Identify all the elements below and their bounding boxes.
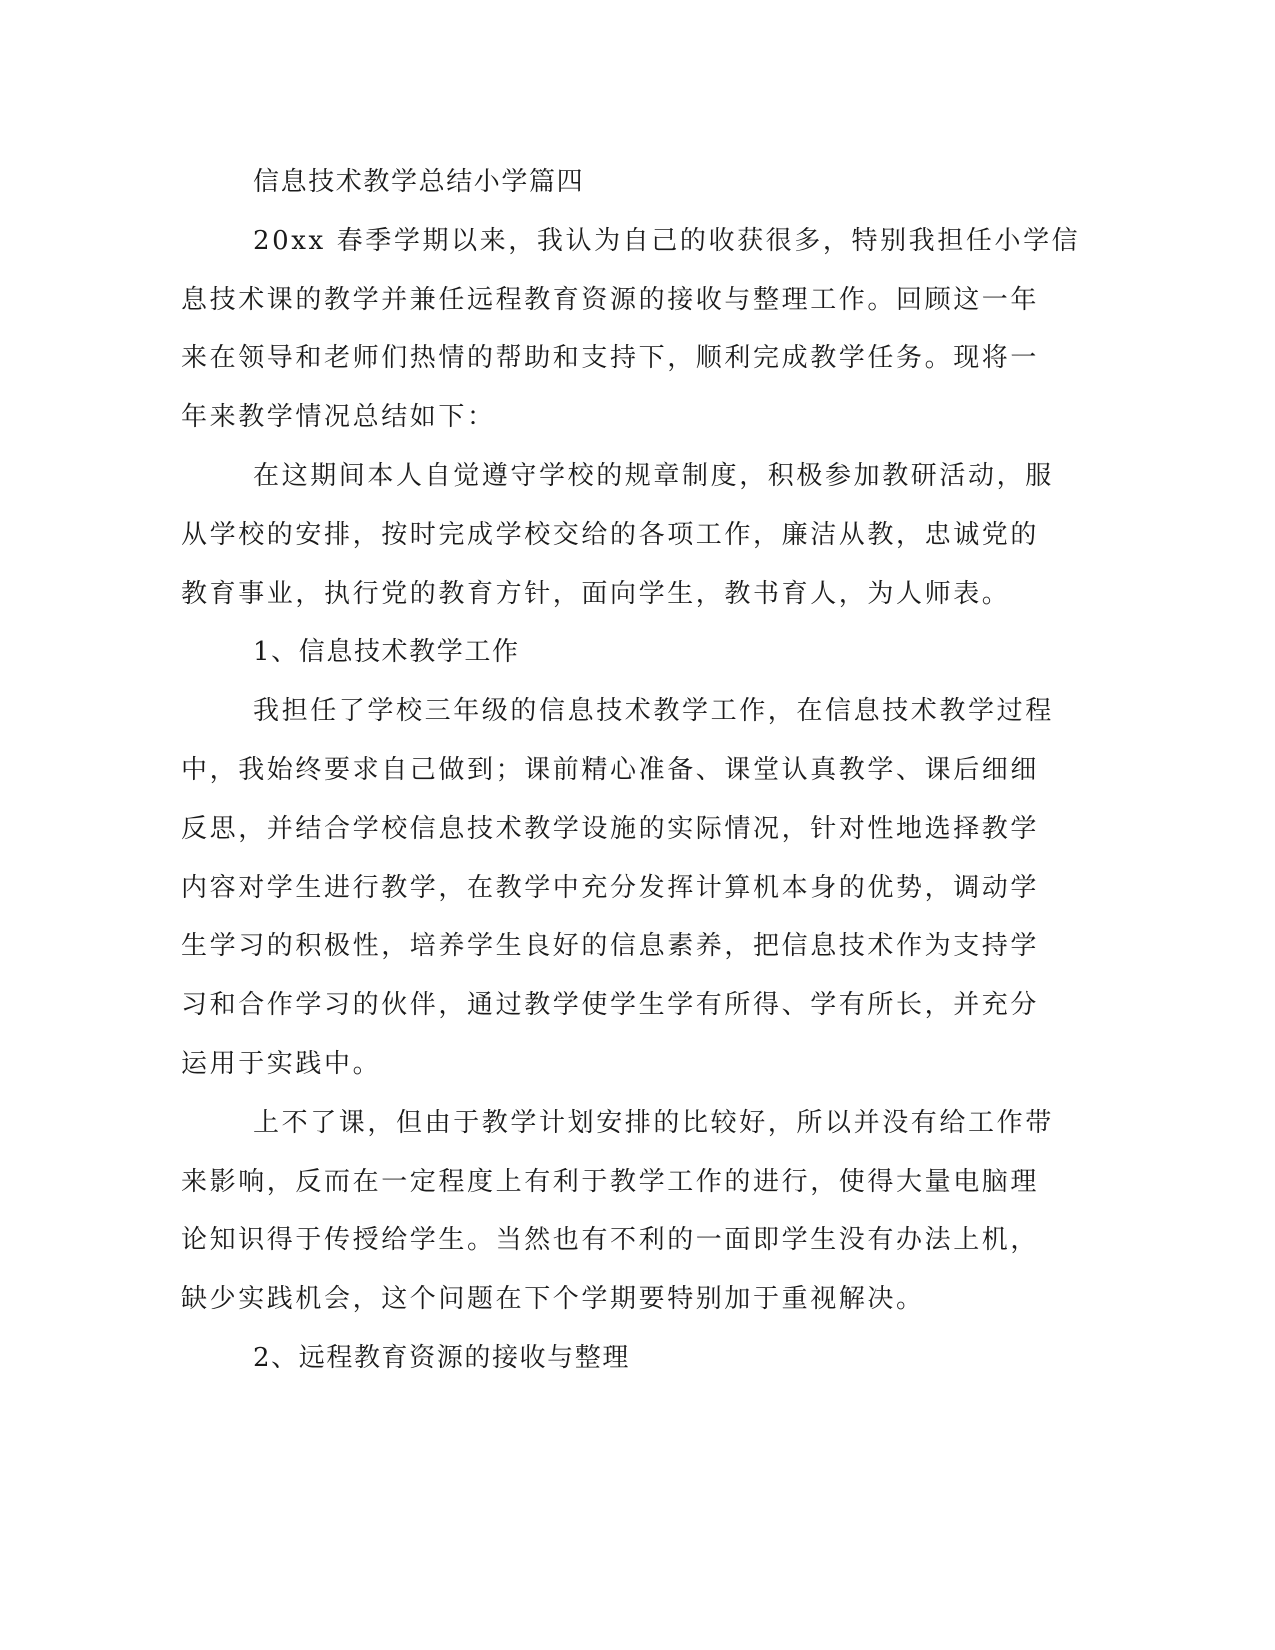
paragraph-line: 从学校的安排，按时完成学校交给的各项工作，廉洁从教，忠诚党的 [181, 520, 1040, 550]
paragraph-line: 反思，并结合学校信息技术教学设施的实际情况，针对性地选择教学 [181, 814, 1040, 844]
section-heading: 2、远程教育资源的接收与整理 [253, 1343, 630, 1373]
document-title: 信息技术教学总结小学篇四 [253, 167, 585, 197]
paragraph-line: 上不了课，但由于教学计划安排的比较好，所以并没有给工作带 [253, 1108, 1054, 1138]
paragraph-line: 运用于实践中。 [181, 1049, 382, 1079]
paragraph-line: 在这期间本人自觉遵守学校的规章制度，积极参加教研活动，服 [253, 461, 1054, 491]
paragraph-line: 年来教学情况总结如下： [181, 402, 496, 432]
paragraph-line: 20xx 春季学期以来，我认为自己的收获很多，特别我担任小学信 [253, 226, 1081, 256]
paragraph-line: 论知识得于传授给学生。当然也有不利的一面即学生没有办法上机， [181, 1225, 1040, 1255]
paragraph-line: 生学习的积极性，培养学生良好的信息素养，把信息技术作为支持学 [181, 931, 1040, 961]
document-page [181, 160, 1081, 1620]
paragraph-line: 内容对学生进行教学，在教学中充分发挥计算机本身的优势，调动学 [181, 873, 1040, 903]
paragraph-line: 来在领导和老师们热情的帮助和支持下，顺利完成教学任务。现将一 [181, 343, 1040, 373]
section-heading: 1、信息技术教学工作 [253, 637, 520, 667]
paragraph-line: 缺少实践机会，这个问题在下个学期要特别加于重视解决。 [181, 1284, 925, 1314]
paragraph-line: 我担任了学校三年级的信息技术教学工作，在信息技术教学过程 [253, 696, 1054, 726]
paragraph-line: 息技术课的教学并兼任远程教育资源的接收与整理工作。回顾这一年 [181, 285, 1040, 315]
paragraph-line: 教育事业，执行党的教育方针，面向学生，教书育人，为人师表。 [181, 579, 1011, 609]
paragraph-line: 中，我始终要求自己做到；课前精心准备、课堂认真教学、课后细细 [181, 755, 1040, 785]
paragraph-line: 来影响，反而在一定程度上有利于教学工作的进行，使得大量电脑理 [181, 1167, 1040, 1197]
paragraph-line: 习和合作学习的伙伴，通过教学使学生学有所得、学有所长，并充分 [181, 990, 1040, 1020]
